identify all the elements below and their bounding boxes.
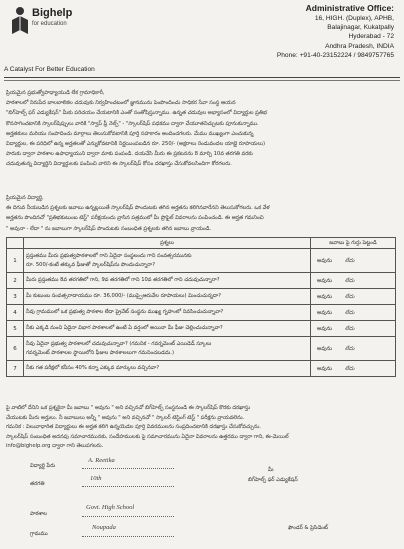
- question-text: నీకు ఎక్కడి నుంచి ఏదైనా విభాగ పాఠశాలలో ఉంటే ఏ వర్షంలో అయినా మీ ఫీజు చెల్లించుచున్నావా?: [26, 325, 223, 332]
- closing-line: పై వాటిలో దేనిని ఒక ప్రశ్నకైనా మీ జవాబు " అవును " అని వచ్చినచో బిగ్‌హెల్ప్ సంస్థనుండి ఈ స్కాలర్‌షిప్ కొరకు దరఖాస్తు: [6, 405, 251, 411]
- question-text: నీవు గ్రామములో ఒక ప్రభుత్వ పాఠశాల లేదా ప్రైవేట్ సంస్థను ముఖ్య గృహంలో నివసించుచున్నావా?: [26, 309, 224, 316]
- signature-role: ఫౌండర్ & ప్రెసిడెంట్: [288, 525, 328, 531]
- question-cell: [24, 361, 311, 377]
- student-name-label: విద్యార్థి పేరు: [30, 463, 56, 469]
- class-dotted-line: [82, 486, 174, 487]
- no-option[interactable]: లేదు: [345, 365, 355, 372]
- address-line: 16, HIGH. (Duplex), APHB,: [314, 15, 394, 22]
- question-cell: [24, 289, 311, 305]
- brand-subtitle: for education: [32, 21, 67, 27]
- row-number: 5: [7, 321, 24, 337]
- question-text: నీవు ఏదైనా ప్రభుత్వ పాఠశాలలో చదువుచున్నావా? (గమనిక - గవర్నమెంట్ ఎయిడెడ్ స్కూలు: [26, 341, 212, 347]
- closing-paragraph: [6, 404, 398, 452]
- yes-option[interactable]: అవును: [317, 345, 333, 352]
- closing-line: గమనిక : విలువాధారిత విద్యార్థులు ఈ అర్హత కలిగి ఉన్నయెడల పూర్తి వివరములను సంప్రదించటానికి దరఖాస్తు చేసుకోవచ్చును.: [6, 424, 261, 431]
- bighelp-logo: [10, 2, 80, 42]
- phone-line: Phone: +91-40-23152224 / 9849757765: [276, 51, 394, 59]
- yes-option[interactable]: అవును: [317, 257, 333, 264]
- village-dotted-line: [82, 536, 174, 537]
- eligibility-questions-table: [6, 237, 396, 377]
- row-number: 1: [7, 249, 24, 273]
- no-option[interactable]: లేదు: [345, 325, 355, 332]
- table-row: [7, 305, 396, 321]
- no-option[interactable]: లేదు: [345, 345, 355, 352]
- name-dotted-line: [82, 468, 174, 469]
- intro-line: "బిగ్‌హెల్ప్ ఫర్ ఎడ్యుకేషన్" మీకు పరిచయం చేయటానికి ఎంతో సంతోషిస్తున్నాము. ఉన్నత చదువుల అభ్యాసంలో విద్యార్థుల ప్రతిభ: [6, 110, 267, 117]
- yes-option[interactable]: అవును: [317, 365, 333, 372]
- yes-option[interactable]: అవును: [317, 325, 333, 332]
- answer-cell[interactable]: [311, 321, 396, 337]
- header-divider-thin: [4, 80, 400, 81]
- person-book-icon: [10, 6, 30, 36]
- intro-line: ప్రియమైన ప్రభుత్వోపాధ్యాయుడి లేక గ్రామాధికారీ,: [6, 90, 105, 96]
- closing-line: చేయుటకు మీరు అర్హులు. నీ జవాబులు అన్నీ " అవును " అని వచ్చినచో " స్కాలర్ టెస్టింగ్ టెస్ట్ " పరీక్షను వ్రాయవలెను.: [6, 414, 245, 421]
- brand-name: Bighelp: [32, 7, 73, 19]
- table-row: [7, 289, 396, 305]
- answer-cell[interactable]: [311, 249, 396, 273]
- header-divider: [4, 77, 400, 78]
- student-paragraph: [6, 193, 398, 234]
- school-value[interactable]: Govt. High School: [86, 504, 135, 511]
- row-number: 3: [7, 289, 24, 305]
- row-number: 7: [7, 361, 24, 377]
- answer-cell[interactable]: [311, 361, 396, 377]
- yes-option[interactable]: అవును: [317, 277, 333, 284]
- intro-line: పారుకు ద్వారా పాఠశాల ఉపాధ్యాయుని ద్వారా మాకు పంపండి. దయచేసి మీరు ఈ ప్రకటనను 8 మార్చి 10వ తరగతి వరకు: [6, 151, 253, 158]
- question-text: మీరు ప్రస్తుతము 8వ తరగతిలో గాని, 9వ తరగతిలో గాని 10వ తరగతిలో గాని చదువుచున్నారా?: [26, 277, 220, 284]
- question-cell: [24, 273, 311, 289]
- village-value[interactable]: Noupada: [92, 524, 116, 531]
- table-row: [7, 249, 396, 273]
- closing-line: స్కాలర్‌షిప్ సంబంధిత అదనపు సమాచారమునకు, సందేహములకు పై సమాచారమును ఏదైనా వివరాలను ఉత్తరము ద్వారా గాని, ఈ-మెయిల్: [6, 433, 289, 440]
- no-option[interactable]: లేదు: [345, 293, 355, 300]
- yes-option[interactable]: అవును: [317, 293, 333, 300]
- office-title: Administrative Office:: [305, 3, 394, 13]
- office-address-block: [244, 3, 394, 60]
- closing-email-line: info@bighelp.org ద్వారా గాని తెలుపగలరు.: [6, 443, 104, 450]
- question-text: రూ. 500/-కంటే తక్కువ ఫీజుతో స్కాలర్‌షిప్‌ను పొందుచున్నారా?: [26, 261, 155, 268]
- intro-paragraph: [6, 88, 398, 170]
- table-header-row: [7, 238, 396, 249]
- student-line: అర్హతను పొందినచో "ప్రతిభకుటుంబ టెస్ట్" పరీక్షయందు వ్రాసిన పత్రములో మీ ప్రొఫైల్ వివరాలను పంపించండి. ఈ అర్హత గమనించి: [6, 215, 264, 222]
- signature-closing: మీ: [268, 467, 274, 473]
- row-number: 2: [7, 273, 24, 289]
- intro-line: విద్యార్థుల, ఈ పరిధిలో ఉన్న అర్హతలతో ఎన్నుకోవటానికి నిర్ణయింపబడిన రూ. 250/- (అక్షరాలు రెండువందల యాభై రూపాయలు): [6, 141, 266, 148]
- student-line: ఈ దిగువ నీయబడిన ప్రశ్నలకు జవాబు ఉన్నట్లయితే స్కాలర్‌షిప్ పొందుటకు తగిన అర్హతను కలిగినవారేనని తెలుసుకోగలరు. ఒక వేళ: [6, 205, 270, 212]
- table-row: [7, 273, 396, 289]
- address-line: Hyderabad - 72: [348, 33, 394, 41]
- question-cell: [24, 305, 311, 321]
- student-line: " అవునా - లేదా " ను జవాబుగా స్కాలర్‌షిప్ పొందుటకు సంబంధిత ప్రశ్నలకు తగిన జవాబు వ్రాయండి.: [6, 225, 212, 232]
- answers-header: జవాబు పై గుర్తు పెట్టండి: [311, 238, 396, 249]
- answer-cell[interactable]: [311, 305, 396, 321]
- questions-header: ప్రశ్నలు: [24, 238, 311, 249]
- table-row: [7, 337, 396, 361]
- class-label: తరగతి: [30, 481, 45, 487]
- question-text: మీ కుటుంబ సంవత్సరాదాయము రూ. 36,000/- (ముప్పైఆరువేల రూపాయలు) మించుచున్నదా?: [26, 293, 222, 300]
- class-value[interactable]: 10th: [90, 475, 102, 482]
- question-cell: [24, 249, 311, 273]
- student-greeting: ప్రియమైన విద్యార్థి,: [6, 195, 44, 201]
- school-label: పాఠశాల: [30, 511, 48, 517]
- address-line: Balajinagar, Kukatpally: [327, 24, 394, 32]
- answer-cell[interactable]: [311, 273, 396, 289]
- intro-line: అర్హతకులు మరియు సంపాదించు మార్గాలు తెలుసుకోవటానికి పూర్తి సహకారం అందించగలరు. మేము ముఖ్యంగా ఎంచుకున్న: [6, 130, 254, 137]
- question-cell: [24, 321, 311, 337]
- no-option[interactable]: లేదు: [345, 277, 355, 284]
- no-option[interactable]: లేదు: [345, 309, 355, 316]
- address-line: Andhra Pradesh, INDIA: [325, 42, 394, 50]
- table-row: [7, 361, 396, 377]
- no-option[interactable]: లేదు: [345, 257, 355, 264]
- tagline: A Catalyst For Better Education: [4, 66, 95, 73]
- signature-org: బిగ్‌హెల్ప్ ఫర్ ఎడ్యుకేషన్: [248, 477, 298, 483]
- row-number: 4: [7, 305, 24, 321]
- question-text: నీకు గత పరీక్షలో కనీసం 40% కన్నా ఎక్కువ మార్కులు వచ్చినవా?: [26, 365, 160, 372]
- answer-cell[interactable]: [311, 289, 396, 305]
- village-label: గ్రామము: [30, 531, 48, 537]
- student-name-value[interactable]: A. Reetika: [88, 457, 115, 464]
- question-text: గవర్నమెంట్ పాఠశాలల స్థాయిలోని ఫీజుల పాఠశాలలుగా గమనించబడదు.): [26, 349, 174, 356]
- question-text: ప్రస్తుతము మీరు ప్రభుత్వపాఠశాలలో గాని ఏదైనా సంస్థలందు గాని సంవత్సరమునకు: [26, 253, 192, 259]
- intro-line: కొనసాగించటానికి స్కాలర్‌షిప్పులు వారికి "స్వాప్ ఫ్రీ నెల్ప్" - "స్కాలర్‌షిప్ పధకము ద్వారా చేయూతనిచ్చుటకు పూనుకున్నాము.: [6, 120, 259, 127]
- intro-line: చదువుతున్న విద్యార్థిని విద్యార్థులకు పంపించి వారిని ఈ స్కాలర్‌షిప్ కోసం దరఖాస్తు చేసుకోవలసిందిగా కోరగలరు.: [6, 161, 232, 168]
- intro-line: పాఠశాలలో నిరుపేద బాలబాలికల చదువుకు నిర్వహించటంలో జ్ఞానమును పెంపొందించు సాధికర సేవా సంస్థ ఆయన: [6, 100, 236, 107]
- table-row: [7, 321, 396, 337]
- row-number: 6: [7, 337, 24, 361]
- answer-cell[interactable]: [311, 337, 396, 361]
- school-dotted-line: [82, 516, 174, 517]
- yes-option[interactable]: అవును: [317, 309, 333, 316]
- question-cell: [24, 337, 311, 361]
